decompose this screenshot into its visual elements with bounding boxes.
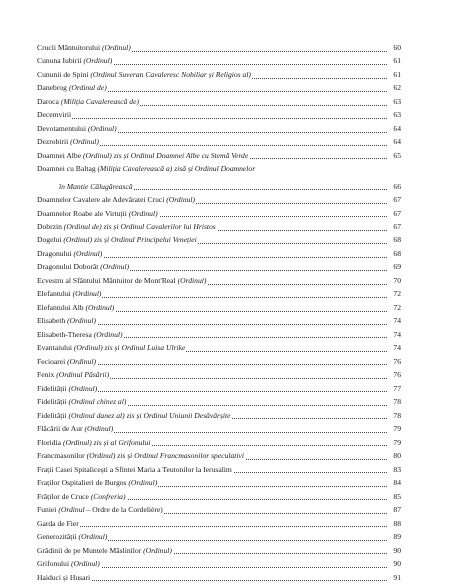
page-number: 69: [387, 263, 401, 272]
entry-qualifier: (Ordinul Suveran Cavaleresc Nobiliar și Religios al): [90, 70, 251, 79]
toc-entry: [37, 358, 401, 367]
entry-qualifier: (Ordinul): [84, 425, 114, 434]
toc-entry: [37, 520, 401, 529]
entry-name: Funiei: [37, 506, 59, 515]
toc-entry-title: [37, 385, 98, 393]
table-of-contents: [37, 44, 401, 587]
toc-entry: [37, 290, 401, 299]
toc-entry-title: [37, 520, 80, 528]
toc-entry: [37, 304, 401, 313]
page-number: 78: [387, 398, 401, 407]
page-number: 64: [387, 138, 401, 147]
entry-qualifier: (Ordinul): [63, 236, 93, 245]
entry-name: Dogelui: [37, 236, 64, 245]
toc-entry: [37, 331, 401, 340]
entry-name: Doamnei cu Baltag: [37, 165, 98, 174]
entry-continuation: în Mantie Călugărească: [37, 182, 133, 191]
toc-entry-title: [37, 439, 151, 447]
entry-qualifier: (Miliția Cavalerească a): [97, 165, 173, 174]
page-number: 66: [387, 183, 401, 192]
entry-name: Elisabeth: [37, 317, 68, 326]
toc-entry: [37, 152, 401, 161]
toc-entry: [37, 574, 401, 583]
toc-entry-title: [37, 331, 124, 339]
entry-qualifier: (Ordinul de): [63, 223, 102, 231]
page-number: 61: [387, 71, 401, 80]
page-number: 91: [387, 574, 401, 583]
entry-qualifier: (Ordinul): [166, 196, 196, 205]
page-number: 74: [387, 344, 401, 353]
toc-entry-title: [37, 84, 108, 92]
page-number: 79: [387, 439, 401, 448]
entry-name: Garda de Fier: [37, 519, 79, 528]
entry-name: Grădinii de pe Muntele Măslinilor: [37, 546, 144, 555]
toc-entry: [37, 547, 401, 556]
entry-name: Danebrog: [37, 84, 69, 93]
toc-entry: [37, 250, 401, 259]
toc-entry: [37, 493, 401, 502]
dot-leader: [37, 118, 387, 119]
toc-entry: [37, 236, 401, 245]
toc-entry-title: [37, 493, 127, 501]
entry-name: Doamnelor Roabe ale Virtuții: [37, 209, 129, 218]
page-number: 78: [387, 412, 401, 421]
toc-entry-title: [37, 317, 97, 325]
entry-qualifier: (Ordinul): [93, 330, 123, 339]
entry-qualifier: (Ordinul): [85, 303, 115, 312]
entry-name: Fidelității: [37, 411, 69, 420]
toc-entry-title: [37, 210, 159, 218]
toc-entry: [37, 138, 401, 147]
entry-name: Decemvirii: [37, 111, 72, 120]
page-number: 90: [387, 547, 401, 556]
page-number: 87: [387, 506, 401, 515]
entry-name: Haiduci și Husari: [37, 573, 91, 582]
entry-qualifier: (Ordinul): [128, 209, 158, 218]
page-number: 63: [387, 111, 401, 120]
page-number: 85: [387, 493, 401, 502]
toc-entry-title: [37, 358, 97, 366]
entry-qualifier: (Ordinul): [83, 57, 113, 66]
entry-name: Fidelității: [37, 398, 69, 407]
toc-entry: [37, 210, 401, 219]
page-number: 72: [387, 290, 401, 299]
page-number: 79: [387, 425, 401, 434]
toc-entry: [37, 165, 401, 191]
page-number: 67: [387, 196, 401, 205]
entry-name: Crucii Mântuitorului: [37, 44, 102, 52]
entry-qualifier: (Ordinul): [101, 44, 131, 52]
page-number: 68: [387, 250, 401, 259]
entry-suffix: zis și Ordinul Cavalerilor lui Hristos: [101, 223, 216, 231]
page-number: 61: [387, 57, 401, 66]
entry-suffix: zis și Ordinul Francmasonilor speculativi: [115, 452, 244, 461]
entry-name: Fecioarei: [37, 357, 68, 366]
entry-name: Grifonului: [37, 560, 71, 569]
entry-qualifier: (Ordinul): [78, 533, 108, 542]
entry-qualifier: (Confreria): [90, 492, 126, 501]
entry-name: Ecvestru al Sfântului Mântuitor de Mont'Real: [37, 276, 178, 285]
entry-name: Elefantului Alb: [37, 303, 86, 312]
toc-entry-title: [37, 533, 108, 541]
toc-entry-title: [37, 111, 72, 119]
toc-entry: [37, 317, 401, 326]
entry-qualifier: (Ordinul): [70, 138, 99, 147]
toc-entry-title: [37, 371, 110, 379]
toc-entry: [37, 57, 401, 66]
page-number: 74: [387, 331, 401, 340]
page-number: 70: [387, 277, 401, 286]
entry-name: Devotamentului: [37, 124, 88, 133]
entry-name: Cununii de Spini: [37, 70, 91, 79]
toc-entry-title: [37, 466, 233, 474]
page-number: 72: [387, 304, 401, 313]
toc-entry: [37, 385, 401, 394]
toc-entry-title: [37, 250, 103, 258]
toc-entry-title: [37, 138, 100, 146]
entry-name: Evantaiului: [37, 344, 74, 353]
entry-name: Frații Casei Spitalicești a Sfintei Maria a Teutonilor la Ierusalim: [37, 465, 232, 474]
entry-name: Dragonului Doborât: [37, 263, 101, 272]
toc-entry: [37, 84, 401, 93]
entry-name: Dragonului: [37, 249, 74, 258]
entry-suffix: zis și Ordinul Doamnei Albe cu Stemă Verde: [111, 151, 249, 160]
toc-entry: [37, 412, 401, 421]
toc-entry-title: [37, 44, 132, 52]
entry-name: Flăcării de Aur: [37, 425, 85, 434]
toc-entry: [37, 506, 401, 515]
toc-entry: [37, 223, 401, 232]
toc-entry: [37, 98, 401, 107]
toc-entry: [37, 277, 401, 286]
page-number: 74: [387, 317, 401, 326]
toc-entry-title: [37, 560, 101, 568]
toc-entry-title: [37, 452, 245, 460]
toc-entry-title: [37, 263, 130, 271]
page-number: 88: [387, 520, 401, 529]
entry-suffix: zis și Ordinul Luisa Ulrike: [102, 344, 186, 353]
toc-entry: [37, 344, 401, 353]
page-number: 62: [387, 84, 401, 93]
entry-qualifier: (Ordinul): [143, 546, 172, 555]
toc-entry-title: [37, 412, 232, 420]
toc-entry-title: [37, 479, 158, 487]
toc-entry-title: [37, 344, 186, 352]
entry-name: Cununa Iubirii: [37, 57, 84, 66]
entry-qualifier: (Ordinul): [72, 290, 102, 299]
entry-qualifier: (Miliția Cavalerească de): [60, 97, 139, 106]
toc-entry: [37, 371, 401, 380]
page-number: 77: [387, 385, 401, 394]
toc-entry: [37, 560, 401, 569]
page-number: 67: [387, 223, 401, 232]
page-number: 90: [387, 560, 401, 569]
toc-entry-title: [37, 223, 217, 231]
entry-qualifier: (Ordinul): [86, 452, 116, 461]
entry-qualifier: (Ordinul): [87, 124, 117, 133]
toc-entry: [37, 263, 401, 272]
page-number: 83: [387, 466, 401, 475]
entry-name: Elisabeth-Theresa: [37, 330, 94, 339]
entry-name: Daroca: [37, 97, 61, 106]
entry-name: Francmasonilor: [37, 452, 87, 461]
toc-entry: [37, 533, 401, 542]
toc-entry-title: [37, 236, 198, 244]
page-number: 64: [387, 125, 401, 134]
entry-qualifier: (Ordinul): [70, 560, 100, 569]
page-number: 67: [387, 210, 401, 219]
entry-name: Elefantului: [37, 290, 73, 299]
entry-qualifier: (Ordinul): [67, 357, 96, 366]
page-number: 68: [387, 236, 401, 245]
entry-qualifier: (Ordinul): [73, 344, 103, 353]
toc-entry: [37, 111, 401, 120]
entry-suffix: zis și al Grifonului: [91, 438, 151, 447]
toc-entry: [37, 425, 401, 434]
entry-name: Doamnelor Cavalere ale Adevăratei Cruci: [37, 196, 167, 205]
toc-entry-title: [37, 196, 196, 204]
entry-qualifier: (Ordinul de): [68, 84, 107, 93]
toc-entry-title: [37, 71, 252, 79]
entry-qualifier: (Ordinul: [58, 506, 85, 515]
toc-entry-title: [37, 152, 249, 160]
entry-qualifier: (Ordinul): [128, 479, 158, 488]
toc-entry: [37, 125, 401, 134]
entry-suffix: zis și Ordinul Uniunii Desăvârșite: [124, 411, 231, 420]
entry-qualifier: (Ordinul): [68, 384, 98, 393]
entry-qualifier: (Ordinul chinez al): [68, 398, 127, 407]
entry-suffix: zis și Ordinul Principelui Veneției: [92, 236, 197, 245]
entry-qualifier: (Ordinul): [62, 438, 92, 447]
page-number: 76: [387, 371, 401, 380]
entry-qualifier: (Ordinul danez al): [68, 411, 125, 420]
entry-name: Doamnei Albe: [37, 151, 83, 160]
toc-entry-title: [37, 165, 387, 174]
toc-entry: [37, 479, 401, 488]
entry-qualifier: (Ordinul): [67, 317, 96, 326]
page-number: 76: [387, 358, 401, 367]
entry-name: Generozității: [37, 533, 79, 542]
toc-entry-title: [37, 277, 207, 285]
entry-name: Dobrzin: [37, 223, 64, 231]
entry-suffix: zisă și Ordinul Doamnelor: [172, 165, 256, 174]
page-number: 65: [387, 152, 401, 161]
toc-entry: [37, 44, 401, 53]
toc-entry-title: [37, 425, 114, 433]
page-number: 80: [387, 452, 401, 461]
page-number: 89: [387, 533, 401, 542]
entry-qualifier: (Ordinul): [82, 151, 112, 160]
entry-qualifier: (Ordinul): [100, 263, 130, 272]
toc-entry-title: [37, 506, 164, 514]
toc-entry: [37, 439, 401, 448]
toc-entry-title: [37, 290, 102, 298]
toc-entry-title: [37, 98, 140, 106]
toc-entry-title: [37, 547, 173, 555]
entry-name: Dezrobirii: [37, 138, 71, 147]
toc-entry: [37, 71, 401, 80]
entry-name: Fidelității: [37, 384, 69, 393]
entry-name: Fenix: [37, 371, 57, 380]
entry-name: Floridia: [37, 438, 63, 447]
toc-entry: [37, 196, 401, 205]
toc-entry-title: [37, 304, 115, 312]
page-number: 84: [387, 479, 401, 488]
toc-entry: [37, 452, 401, 461]
entry-qualifier: (Ordinul): [177, 276, 207, 285]
entry-name: Fraților Ospitalieri de Burgos: [37, 479, 129, 488]
toc-entry: [37, 398, 401, 407]
entry-qualifier: (Ordinul Păsării): [56, 371, 110, 380]
dot-leader: [37, 526, 387, 527]
toc-entry-title: [37, 574, 91, 582]
toc-entry-title: [37, 398, 127, 406]
toc-entry-title: [37, 125, 118, 133]
entry-qualifier: (Ordinul): [73, 249, 103, 258]
entry-suffix: – Ordre de la Cordelière): [84, 506, 163, 515]
page-number: 63: [387, 98, 401, 107]
toc-entry: [37, 466, 401, 475]
entry-name: Frăților de Cruce: [37, 492, 91, 501]
page-number: 60: [387, 44, 401, 53]
toc-entry-title: [37, 57, 113, 65]
